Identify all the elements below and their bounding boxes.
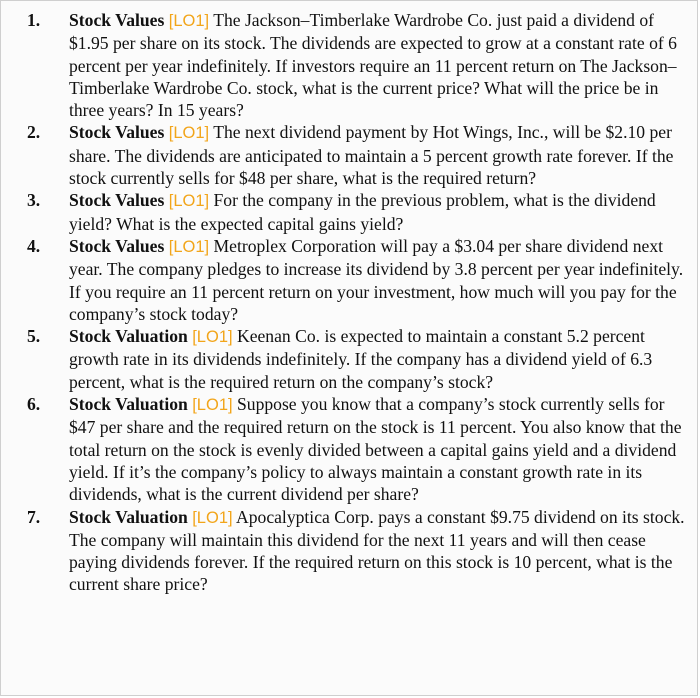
problem-item xyxy=(27,189,692,235)
problem-item xyxy=(27,9,692,121)
problem-item xyxy=(27,121,692,189)
problem-text: Keenan Co. is expected to maintain a constant 5.2 percent growth rate in its dividends indefinitely. If the company has a dividend yield of 6.3 percent, what is the required return on the company’s stock? xyxy=(69,326,653,392)
problem-heading: Stock Values xyxy=(69,10,165,30)
problem-number: 1. xyxy=(27,10,41,30)
learning-objective-tag: [LO1] xyxy=(192,508,233,527)
problem-item xyxy=(27,235,692,325)
problem-text: Suppose you know that a company’s stock currently sells for $47 per share and the required return on the stock is 11 percent. You also know that the total return on the stock is evenly divided between a capital gains yield and a dividend yield. If it’s the company’s policy to always maintain a constant growth rate in its dividends, what is the current dividend per share? xyxy=(69,394,682,505)
learning-objective-tag: [LO1] xyxy=(192,328,233,347)
problem-heading: Stock Values xyxy=(69,122,165,143)
problem-text: The next dividend payment by Hot Wings, Inc., will be $2.10 per share. The dividends are anticipated to maintain a 5 percent growth rate forever. If the stock currently sells for $48 per share, what is the required return? xyxy=(69,122,674,189)
problem-item xyxy=(27,506,692,596)
problem-heading: Stock Valuation xyxy=(69,326,188,347)
problem-item xyxy=(27,325,692,393)
problem-text: Metroplex Corporation will pay a $3.04 per share dividend next year. The company pledges to increase its dividend by 3.8 percent per year indefinitely. If you require an 11 percent return on your investment, how much will you pay for the company’s stock today? xyxy=(69,235,684,324)
problem-heading: Stock Values xyxy=(69,190,165,211)
problem-text: The Jackson–Timberlake Wardrobe Co. just paid a dividend of $1.95 per share on its stock. The dividends are expected to grow at a constant rate of 6 percent per year indefinitely. If investors require an 11 percent return on The Jackson–Timberlake Wardrobe Co. stock, what is the current price? What will the price be in three years? In 15 years? xyxy=(69,10,677,121)
learning-objective-tag: [LO1] xyxy=(168,12,210,30)
problem-text: For the company in the previous problem, what is the dividend yield? What is the expected capital gains yield? xyxy=(69,190,656,234)
learning-objective-tag: [LO1] xyxy=(192,396,233,415)
problem-number: 3. xyxy=(27,190,41,211)
problem-heading: Stock Values xyxy=(69,235,165,256)
learning-objective-tag: [LO1] xyxy=(168,237,210,256)
problem-list xyxy=(27,9,692,596)
problem-number: 7. xyxy=(27,506,41,527)
problem-text: Apocalyptica Corp. pays a constant $9.75 dividend on its stock. The company will maintain this dividend for the next 11 years and will then cease paying dividends forever. If the required return on this stock is 10 percent, what is the current share price? xyxy=(69,506,685,595)
problem-number: 5. xyxy=(27,326,41,347)
problem-number: 2. xyxy=(27,122,41,143)
problem-number: 4. xyxy=(27,235,41,256)
learning-objective-tag: [LO1] xyxy=(168,124,210,143)
problem-item xyxy=(27,393,692,505)
learning-objective-tag: [LO1] xyxy=(168,192,210,211)
problem-heading: Stock Valuation xyxy=(69,394,188,415)
problem-heading: Stock Valuation xyxy=(69,506,188,527)
problem-number: 6. xyxy=(27,394,41,415)
